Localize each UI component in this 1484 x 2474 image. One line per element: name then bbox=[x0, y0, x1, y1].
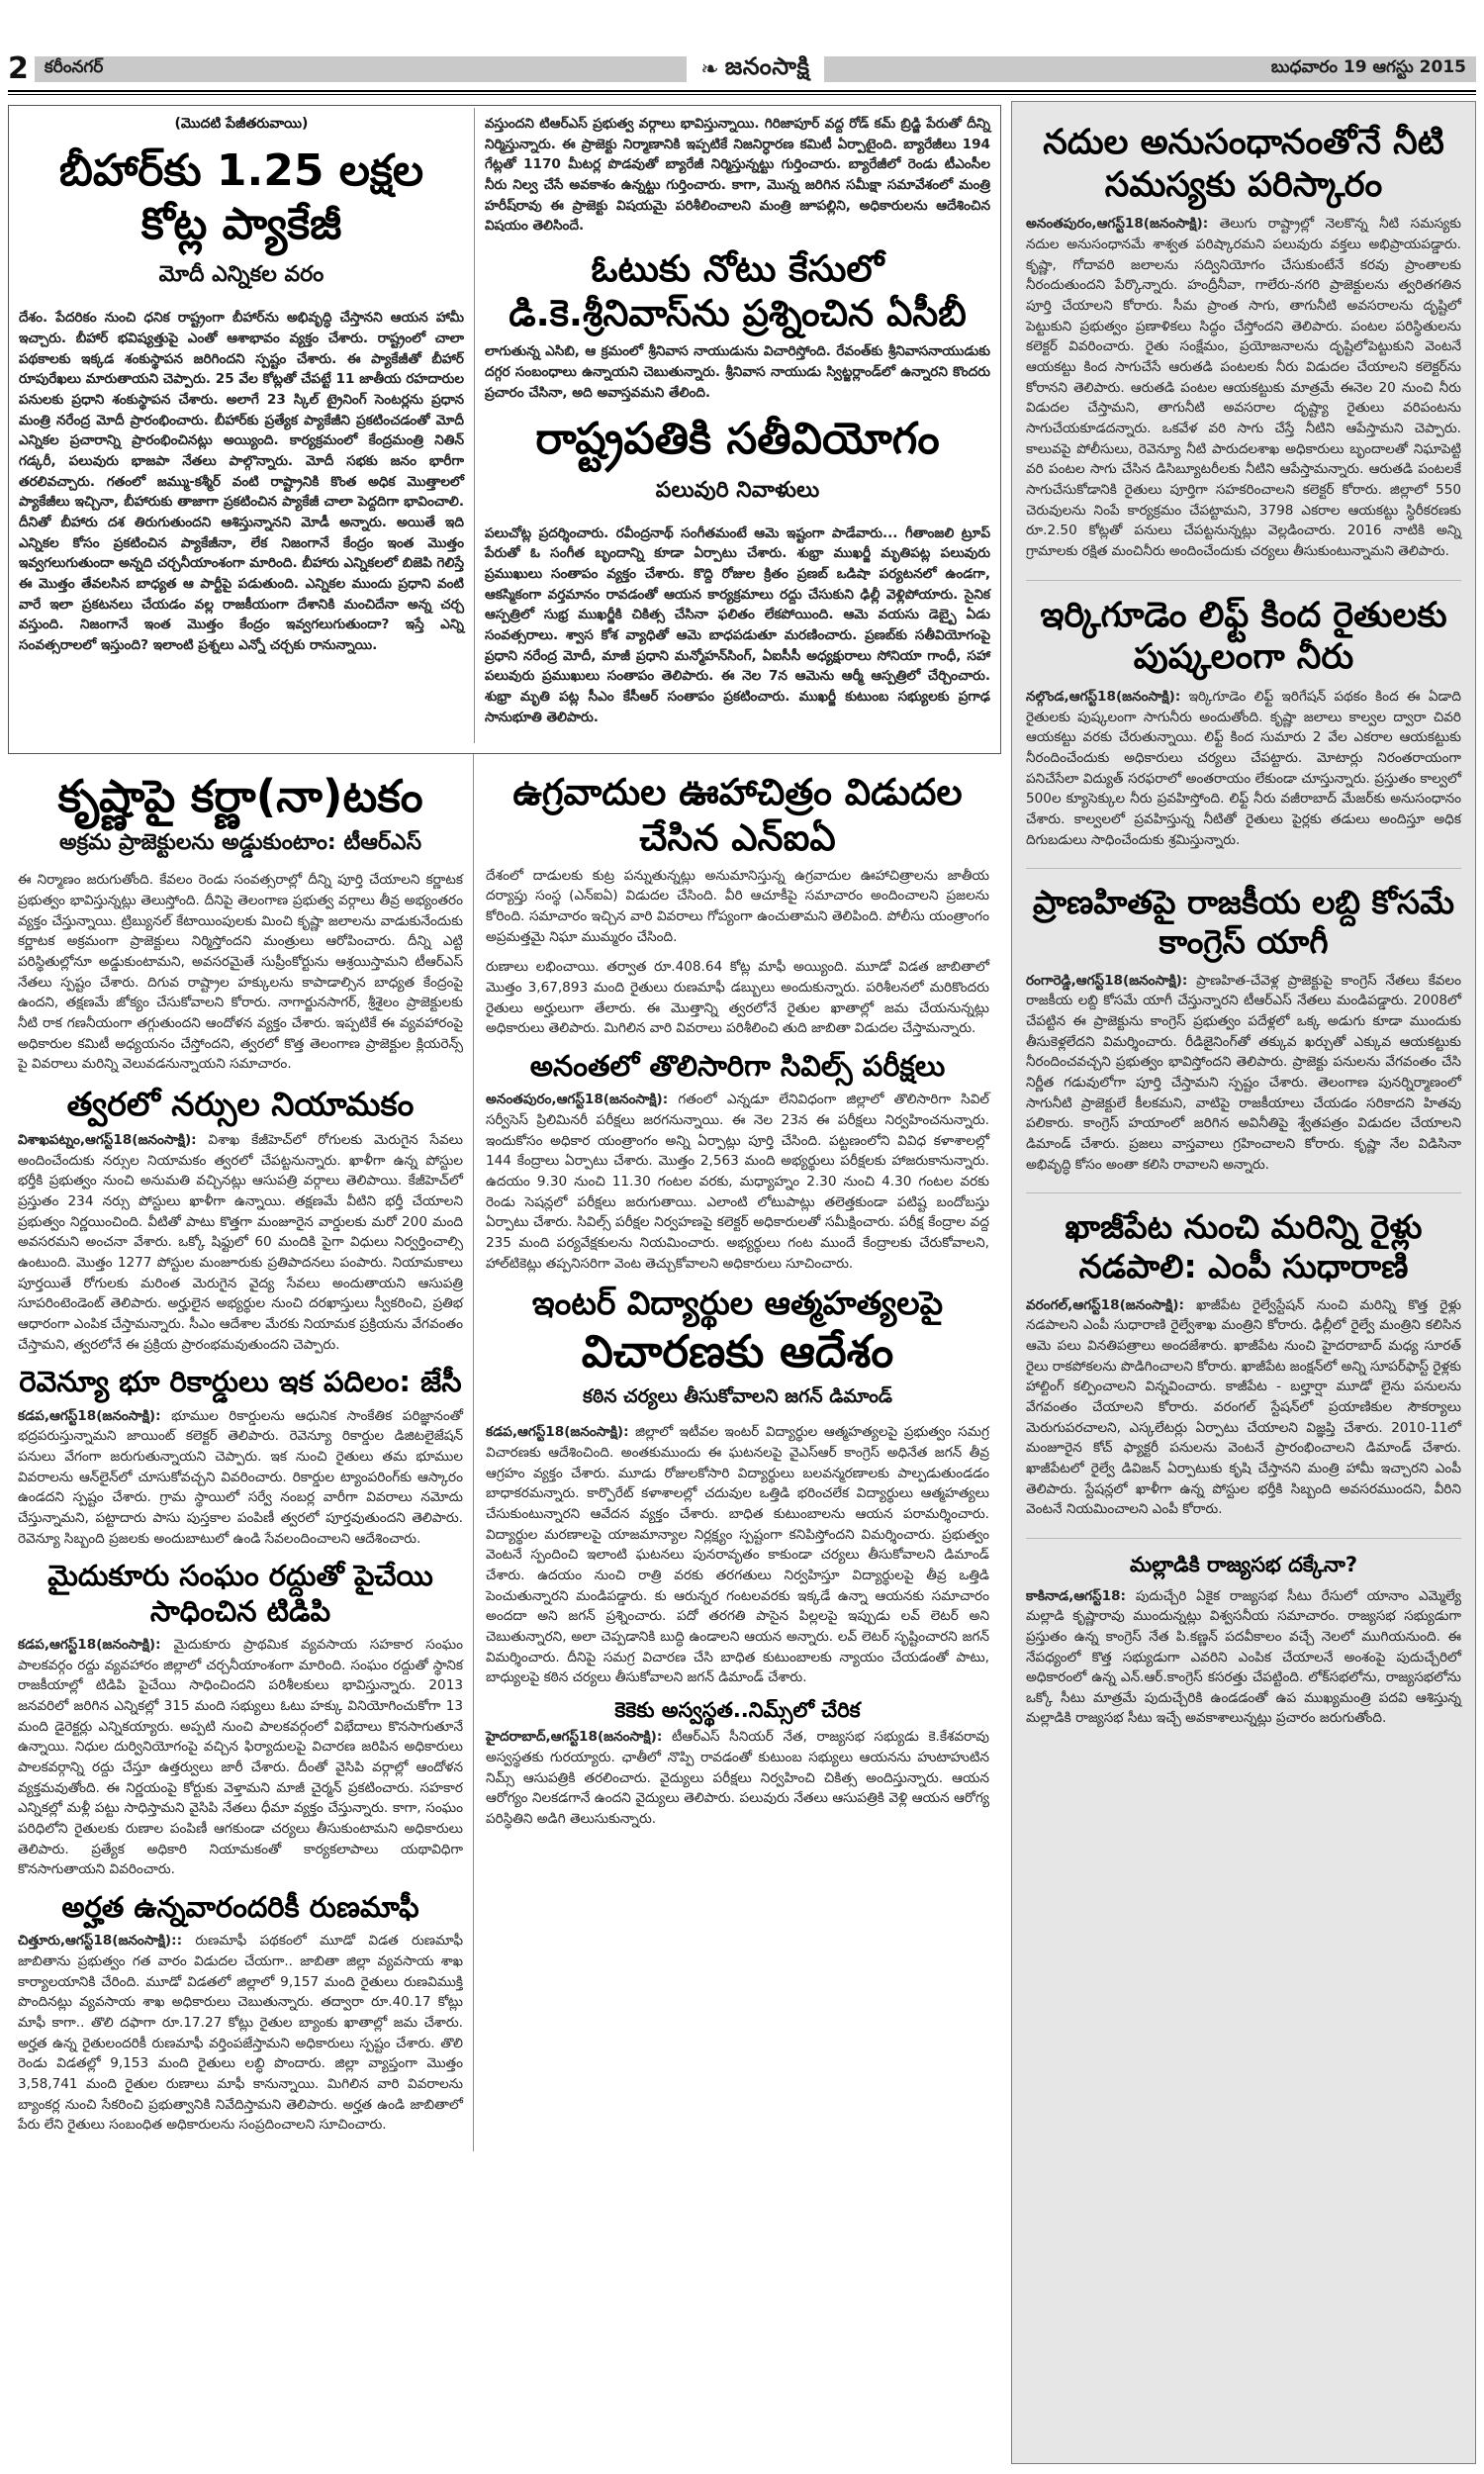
body-malladi bbox=[1026, 1586, 1461, 1730]
dateline-kk: హైదరాబాద్,ఆగస్ట్18(జనంసాక్షి): bbox=[486, 1729, 663, 1746]
headline-irkigudem: ఇర్కిగూడెం లిఫ్ట్ కింద రైతులకు పుష్కలంగా నీరు bbox=[1040, 595, 1447, 678]
body-rivers-text: తెలుగు రాష్ట్రాల్లో నెలకొన్న నీటి సమస్యకు నదుల అనుసంధానమే శాశ్వత పరిష్కారమని పలువురు వక్తలు అభిప్రాయపడ్డారు. కృష్ణా, గోదావరి జలాలను సద్వినియోగం చేసుకుంటేనే కరవు ప్రాంతాలకు నీరందుతుందని పేర్కొన్నారు. హంద్రీనీవా, గాలేరు-నగరి ప్రాజెక్టులను త్వరితగతిన పూర్తి చేయాలని కోరారు. సీమ ప్రాంత సాగు, తాగునీటి అవసరాలను దృష్టిలో పెట్టుకుని ప్రభుత్వం ప్రణాళికలు సిద్ధం చేస్తోందని తెలిపారు. పంటల పరిస్థితులను కలెక్టర్ వివరించారు. రైతు సంక్షేమం, ప్రయోజనాలను దృష్టిలోపెట్టుకుని వెంటనే ఆయకట్టు కింద సాగుచేసే ఆరుతడి పంటలకు నీరు విడుదల చేయాలని కలెక్టర్‌ను కోరానని తెలిపారు. ఆరుతడి పంటల ఆయకట్టుకు మాత్రమే ఈనెల 20 నుంచి నీరు విడుదల చేస్తామని, తాగునీటి అవసరాల దృష్ట్యా రైతులు వరిపంటను సాగుచేయకూడదన్నారు. ఒకవేళ వరి సాగు చేస్తే నీటిని ఆపేస్తామని చెప్పారు. కాలువపై పోలీసులు, రెవెన్యూ నీటి పారుదలశాఖ అధికారులు బృందాలతో నిఘాపెట్టి వరి పంటల సాగు చేసిన డిసిబ్యూటరీలకు నీటిని ఆపేస్తామన్నారు. ఆరుతడి పంటలకే సాగుచేసుకోడానికి రైతులు పూర్తిగా సహకరించాలని కలెక్టర్ కోరారు. జిల్లాలో 550 చెరువులను నింపే కార్యక్రమం చేపట్టామని, 3798 ఎకరాల ఆయకట్టు స్థిరీకరణకు రూ.2.50 కోట్లతో పనులు చేపట్టనున్నట్లు వెల్లడించారు. 2016 నాటికి అన్ని గ్రామాలకు రక్షిత మంచినీరు అందించేందుకు చర్యలు తీసుకుంటున్నామని తెలిపారు. bbox=[1026, 216, 1461, 559]
body-president: పలుచోట్ల ప్రదర్శించారు. రవీంద్రనాథ్ సంగీతమంటే ఆమె ఇష్టంగా పాడేవారు... గీతాంజలి ట్రూప్ పేరుతో ఓ సంగీత బృందాన్ని కూడా ఏర్పాటు చేశారు. శుభ్రా ముఖర్జీ మృతిపట్ల పలువురు ప్రముఖులు సంతాపం వ్యక్తం చేశారు. కొద్ది రోజుల క్రితం ప్రణబ్ ఒడిషా పర్యటనలో ఉండగా, ఆకస్మికంగా వర్తమానం రావడంతో ఆయన కార్యక్రమాలు రద్దు చేసుకుని ఢిల్లీ వెళ్లిపోయారు. సైనిక ఆస్పత్రిలో సుభ్ర ముఖర్జీకి చికిత్స చేసినా ఫలితం లేకపోయింది. ఆమె వయసు డెబ్బై ఏడు సంవత్సరాలు. శ్వాస కోశ వ్యాధితో ఆమె బాధపడుతూ మరణించారు. ప్రణబ్‌కు సతీవియోగంపై ప్రధాని నరేంద్ర మోదీ, మాజీ ప్రధాని మన్మోహన్‌సింగ్, ఏఐసీసీ అధ్యక్షురాలు సోనియా గాంధీ, సహా పలువురు ప్రముఖులు సంతాపం తెలిపారు. ఈ నెల 7న ఆమెను ఆర్మీ ఆస్పత్రిలో చేర్చించారు. శుభ్రా మృతి పట్ల సీఎం కేసీఆర్ సంతాపం ప్రకటించారు. ముఖర్జీ కుటుంబ సభ్యులకు ప్రగాఢ సానుభూతి తెలిపారు. bbox=[485, 524, 990, 725]
body-civils-text: గతంలో ఎన్నడూ లేనివిధంగా జిల్లాలో తొలిసారిగా సివిల్ సర్వీసెస్ ప్రిలిమినరీ పరీక్షలు జరగనున్నాయి. ఈ నెల 23న ఈ పరీక్షలు నిర్వహించనున్నారు. ఇందుకోసం అధికార యంత్రాంగం అన్ని ఏర్పాట్లు పూర్తి చేసింది. పట్టణంలోని వివిధ కళాశాలల్లో 144 కేంద్రాలు ఏర్పాటు చేశారు. మొత్తం 2,563 మంది అభ్యర్థులు పరీక్షలకు హాజరుకానున్నారు. ఉదయం 9.30 నుంచి 11.30 గంటల వరకు, మధ్యాహ్నం 2.30 నుంచి 4.30 గంటల వరకు రెండు సెషన్లలో పరీక్షలు జరుగుతాయి. ఎలాంటి లోటుపాట్లు తలెత్తకుండా పటిష్ట బందోబస్తు ఏర్పాటు చేశారు. సివిల్స్ పరీక్షల నిర్వహణపై కలెక్టర్ అధికారులతో సమీక్షించారు. పరీక్ష కేంద్రాల వద్ద 235 మంది పర్యవేక్షకులను నియమించారు. అభ్యర్థులు గంట ముందే కేంద్రాలకు చేరుకోవాలని, హాల్‌టికెట్లు తప్పనిసరిగా వెంట తెచ్చుకోవాలని అధికారులు సూచించారు. bbox=[486, 1092, 989, 1272]
subhead-krishna: అక్రమ ప్రాజెక్టులను అడ్డుకుంటాం: టీఆర్ఎస్ bbox=[58, 830, 422, 856]
article-mydukur bbox=[18, 1559, 463, 1880]
headline-nurses: త్వరలో నర్సుల నియామకం bbox=[66, 1084, 415, 1123]
article-president bbox=[485, 413, 990, 727]
body-nurses bbox=[18, 1130, 463, 1355]
article-acb bbox=[485, 246, 990, 403]
headline-rivers: నదుల అనుసంధానంతోనే నీటి సమస్యకు పరిస్కారం bbox=[1043, 123, 1444, 205]
subhead-inter: కఠిన చర్యలు తీసుకోవాలని జగన్ డిమాండ్ bbox=[583, 1385, 892, 1408]
article-malladi bbox=[1026, 1553, 1461, 1747]
body-krishna: ఈ నిర్మాణం జరుగుతోంది. కేవలం రెండు సంవత్సరాల్లో దీన్ని పూర్తి చేయాలని కర్ణాటక ప్రభుత్వం భావిస్తున్నట్లు తెలుస్తోంది. దీనిపై తెలంగాణ ప్రభుత్వ వర్గాలు తీవ్ర అభ్యంతరం వ్యక్తం చేస్తున్నాయి. ట్రిబ్యునల్ కేటాయింపులకు మించి కృష్ణా జలాలను వాడుకునేందుకు కర్ణాటక అక్రమంగా ప్రాజెక్టులు నిర్మిస్తోందని మంత్రులు ఆరోపించారు. దీన్ని ఎట్టి పరిస్థితుల్లోనూ అడ్డుకుంటామని, అవసరమైతే సుప్రీంకోర్టును ఆశ్రయిస్తామని టీఆర్ఎస్ నేతలు స్పష్టం చేశారు. దిగువ రాష్ట్రాల హక్కులను కాపాడాల్సిన బాధ్యత కేంద్రంపై ఉందని, తక్షణమే జోక్యం చేసుకోవాలని కోరారు. నాగార్జునసాగర్, శ్రీశైలం ప్రాజెక్టులకు నీటి రాక గణనీయంగా తగ్గుతుందని ఆందోళన వ్యక్తం చేశారు. ఇప్పటికే ఈ వ్యవహారంపై అధికారుల కమిటీ అధ్యయనం చేస్తోందని, త్వరలో కొత్త తెలంగాణ ప్రాజెక్టుల క్లియరెన్స్ పై వివరాలు మరిన్ని వెలువడనున్నాయని సమాచారం. bbox=[18, 872, 463, 1073]
body-revenue-text: భూముల రికార్డులను ఆధునిక సాంకేతిక పరిజ్ఞానంతో భద్రపరుస్తున్నామని జాయింట్ కలెక్టర్ తెలిపారు. రెవెన్యూ రికార్డుల డిజిటలైజేషన్ పనులు వేగంగా జరుగుతున్నాయని చెప్పారు. ఇక నుంచి రైతులు తమ భూముల వివరాలను ఆన్‌లైన్‌లో చూసుకోవచ్చని వివరించారు. రికార్డుల ట్యాంపరింగ్‌కు ఆస్కారం ఉండదని స్పష్టం చేశారు. గ్రామ స్థాయిలో సర్వే నంబర్ల వారీగా వివరాలు నమోదు చేస్తున్నామని, పట్టాదారు పాసు పుస్తకాల పంపిణీ త్వరలో పూర్తవుతుందని తెలిపారు. రెవెన్యూ సిబ్బంది ప్రజలకు అందుబాటులో ఉండి సేవలందించాలని ఆదేశించారు. bbox=[18, 1407, 463, 1547]
headline-malladi: మల్లాడికి రాజ్యసభ దక్కేనా? bbox=[1129, 1552, 1358, 1576]
dateline-revenue: కడప,ఆగస్ట్18(జనంసాక్షి): bbox=[18, 1407, 161, 1424]
dateline-civils: అనంతపురం,ఆగస్ట్18(జనంసాక్షి): bbox=[486, 1092, 669, 1108]
headline-krishna: కృష్ణాపై కర్ణా(నా)టకం bbox=[57, 770, 423, 823]
body-pranahita bbox=[1026, 971, 1461, 1176]
edition-label: కరీంనగర్ bbox=[44, 57, 104, 77]
subhead-kk: కెకెకు అస్వస్థత..నిమ్స్‌లో చేరిక bbox=[614, 1697, 861, 1722]
page-content bbox=[8, 101, 1476, 2464]
headline-kazipet: ఖాజీపేట నుంచి మరిన్ని రైళ్లు నడపాలి: ఎంపీ సుధారాణి bbox=[1065, 1207, 1423, 1286]
body-malladi-text: పుదుచ్చేరి ఏకైక రాజ్యసభ సీటు రేసులో యానాం ఎమ్మెల్యే మల్లాడి కృష్ణారావు ముందున్నట్లు విశ్వసనీయ సమాచారం. రాజ్యసభ సభ్యుడుగా ప్రస్తుతం ఉన్న కాంగ్రెస్ నేత పి.కణ్ణన్ పదవీకాలం వచ్చే నెలలో ముగియనుంది. ఈ నేపధ్యంలో కొత్త సభ్యుడుగా ఎవరిని ఎంపిక చేయాలనే అంశంపై పుదుచ్చేరిలో అధికారంలో ఉన్న ఎన్.ఆర్.కాంగ్రెస్ కసరత్తు చేపట్టింది. లోక్‌సభలోను, రాజ్యసభలోను ఒక్కో సీటు మాత్రమే పుదుచ్చేరికి ఉండడంతో ఉప ముఖ్యమంత్రి పదవి ఆశిస్తున్న మల్లాడికి రాజ్యసభ సీటు ఇచ్చే అవకాశాలున్నట్లు ప్రచారం జరుగుతోంది. bbox=[1026, 1587, 1461, 1727]
edition-strip bbox=[35, 56, 687, 82]
body-rivers bbox=[1026, 214, 1461, 561]
headline-acb: ఓటుకు నోటు కేసులో డి.కె.శ్రీనివాస్‌ను ప్రశ్నించిన ఏసీబీ bbox=[509, 246, 967, 335]
body-mydukur-text: మైదుకూరు ప్రాథమిక వ్యవసాయ సహకార సంఘం పాలకవర్గం రద్దు వ్యవహారం జిల్లాలో చర్చనీయాంశంగా మారింది. సంఘం రద్దుతో స్థానిక రాజకీయాల్లో టిడిపి పైచేయి సాధించిందని పరిశీలకులు భావిస్తున్నారు. 2013 జనవరిలో జరిగిన ఎన్నికల్లో 315 మంది సభ్యులు ఓటు హక్కు వినియోగించుకోగా 13 మంది డైరెక్టర్లు ఎన్నికయ్యారు. అప్పటి నుంచి పాలకవర్గంలో విభేదాలు కొనసాగుతూనే ఉన్నాయి. నిధుల దుర్వినియోగంపై వచ్చిన ఫిర్యాదులపై విచారణ జరిపిన అధికారులు పాలకవర్గాన్ని రద్దు చేస్తూ ఉత్తర్వులు జారీ చేశారు. దీంతో వైసిపి వర్గాల్లో ఆందోళన వ్యక్తమవుతోంది. ఈ నిర్ణయంపై కోర్టుకు వెళ్తామని మాజీ చైర్మన్ ప్రకటించారు. సహకార ఎన్నికల్లో మళ్లీ పట్టు సాధిస్తామని వైసిపి నేతలు ధీమా వ్యక్తం చేస్తున్నారు. కాగా, సంఘం పరిధిలోని రైతులకు రుణాల పంపిణీ ఆగకుండా చర్యలు తీసుకుంటామని అధికారులు తెలిపారు. ప్రత్యేక అధికారి నియామకంతో కార్యకలాపాలు యథావిధిగా కొనసాగుతాయని వివరించారు. bbox=[18, 1637, 463, 1878]
dateline-mydukur: కడప,ఆగస్ట్18(జనంసాక్షి): bbox=[18, 1637, 161, 1654]
article-bihar-package bbox=[9, 108, 474, 743]
dateline-malladi: కాకినాడ,ఆగస్ట్18: bbox=[1026, 1587, 1126, 1604]
article-rivers bbox=[1026, 122, 1461, 581]
masthead-logo bbox=[687, 52, 823, 86]
lower-columns bbox=[8, 754, 1001, 2150]
article-nurses bbox=[18, 1085, 463, 1355]
article-loan-waiver bbox=[18, 1890, 463, 2136]
article-nia bbox=[486, 770, 989, 947]
dateline-irkigudem: నల్గొండ,ఆగస్ట్18(జనంసాక్షి): bbox=[1026, 688, 1181, 705]
body-kk bbox=[486, 1727, 989, 1829]
article-revenue bbox=[18, 1365, 463, 1549]
body-inter-text: జిల్లాలో ఇటీవల ఇంటర్ విద్యార్థుల ఆత్మహత్యలపై ప్రభుత్వం సమగ్ర విచారణకు ఆదేశించింది. అంతకుముందు ఈ ఘటనలపై వైఎస్ఆర్ కాంగ్రెస్ అధినేత జగన్ తీవ్ర ఆగ్రహం వ్యక్తం చేశారు. మూడు రోజులకోసారి విద్యార్థులు బలవన్మరణాలకు పాల్పడుతుండడం బాధాకరమన్నారు. కార్పొరేట్ కళాశాలల్లో చదువుల ఒత్తిడి భరించలేక విద్యార్థులు ఆత్మహత్యలు చేసుకుంటున్నారని ఆవేదన వ్యక్తం చేశారు. బాధిత కుటుంబాలను ఆయన పరామర్శించారు. విద్యార్థుల మరణాలపై యాజమాన్యాల నిర్లక్ష్యం స్పష్టంగా కనిపిస్తోందని విమర్శించారు. ప్రభుత్వం వెంటనే స్పందించి ఇలాంటి ఘటనలు పునరావృతం కాకుండా చర్యలు తీసుకోవాలని డిమాండ్ చేశారు. ఉదయం నుంచి రాత్రి వరకు తరగతులు నిర్వహిస్తూ విద్యార్థులపై తీవ్ర ఒత్తిడి పెంచుతున్నారని మండిపడ్డారు. కు ఆరున్నర గంటలవరకు ఇక్కడే ఉన్నా ఆయనకు సమాచారం అందదా అని జగన్ ప్రశ్నించారు. పదో తరగతి పాసైన పిల్లలపై ఇప్పుడు లవ్ లెటర్ అని చెబుతున్నారని, అలా చెప్పడానికి బుద్ధి ఉండాలని ఆయన అన్నారు. లవ్ లెటర్ సృష్టించారని జగన్ విమర్శించారు. దీనిపై సమగ్ర విచారణ చేసి బాధిత కుటుంబాలకు న్యాయం చేయడంతో పాటు, బాధ్యులపై కఠిన చర్యలు తీసుకోవాలని జగన్ డిమాండ్ చేశారు. bbox=[486, 1424, 989, 1686]
headline-mydukur: మైదుకూరు సంఘం రద్దుతో పైచేయి సాధించిన టిడిపి bbox=[47, 1559, 433, 1628]
headline-bihar: బీహార్‌కు 1.25 లక్షల కోట్ల ప్యాకేజీ bbox=[58, 145, 424, 249]
article-krishna bbox=[18, 770, 463, 1074]
headline-civils: అనంతలో తొలిసారిగా సివిల్స్ పరీక్షలు bbox=[529, 1048, 946, 1083]
page-header bbox=[8, 51, 1476, 87]
body-kk-text: టీఆర్ఎస్ సీనియర్ నేత, రాజ్యసభ సభ్యుడు కె.కేశవరావు అస్వస్థతకు గురయ్యారు. ఛాతీలో నొప్పి రావడంతో కుటుంబ సభ్యులు ఆయనను హుటాహుటిన నిమ్స్ ఆసుపత్రికి తరలించారు. వైద్యులు పరీక్షలు నిర్వహించి చికిత్స అందిస్తున్నారు. ఆయన ఆరోగ్యం నిలకడగానే ఉందని వైద్యులు తెలిపారు. పలువురు నేతలు ఆసుపత్రికి వెళ్లి ఆయన ఆరోగ్య పరిస్థితిని అడిగి తెలుసుకున్నారు. bbox=[486, 1729, 989, 1828]
page-number: 2 bbox=[8, 51, 29, 86]
dateline-loan-waiver: చిత్తూరు,ఆగస్ట్18(జనంసాక్షి):: bbox=[18, 1933, 183, 1950]
article-pranahita bbox=[1026, 883, 1461, 1193]
article-civils bbox=[486, 1049, 989, 1274]
issue-date: బుధవారం 19 ఆగస్టు 2015 bbox=[1270, 57, 1466, 77]
body-kazipet-text: ఖాజీపేట రైల్వేస్టేషన్ నుంచి మరిన్ని కొత్త రైళ్లు నడపాలని ఎంపీ సుధారాణి రైల్వేశాఖ మంత్రిని కోరారు. ఢిల్లీలో రైల్వే మంత్రిని కలిసిన ఆమె పలు వినతిపత్రాలు అందజేశారు. ఖాజీపేట నుంచి హైదరాబాద్ మధ్య సూరత్ రైలు రాకపోకలను పొడిగించాలని కోరారు. ఖాజీపేట జంక్షన్‌లో అన్ని సూపర్‌ఫాస్ట్ రైళ్లకు హాల్టింగ్ కల్పించాలని విన్నవించారు. కాజీపేట - బల్హార్షా మూడో లైను పనులను వేగవంతం చేయాలని కోరారు. వరంగల్ స్టేషన్‌లో ప్రయాణికుల సౌకర్యాలు మెరుగుపరచాలని, ఎస్కలేటర్లు ఏర్పాటు చేయాలని విజ్ఞప్తి చేశారు. 2010-11లో మంజూరైన కోచ్ ఫ్యాక్టరీ పనులను వెంటనే ప్రారంభించాలని డిమాండ్ చేశారు. ఖాజీపేటలో రైల్వే డివిజన్ ఏర్పాటుకు కృషి చేస్తానని మంత్రి హామీ ఇచ్చారని ఎంపీ తెలిపారు. స్టేషన్లలో ఖాళీగా ఉన్న పోస్టుల భర్తీకి సిబ్బంది అవసరముందని, వీరిని వెంటనే నియమించాలని ఎంపీ కోరారు. bbox=[1026, 1296, 1461, 1518]
body-revenue bbox=[18, 1406, 463, 1550]
body-loan-waiver bbox=[18, 1931, 463, 2136]
body-irkigudem bbox=[1026, 687, 1461, 850]
headline-revenue: రెవెన్యూ భూ రికార్డులు ఇక పదిలం: జేసీ bbox=[19, 1365, 462, 1399]
headline-inter-line2: విచారణకు ఆదేశం bbox=[581, 1325, 894, 1379]
article-irkigudem bbox=[1026, 595, 1461, 870]
body-mydukur bbox=[18, 1635, 463, 1880]
body-loan-waiver-text: రుణమాఫీ పథకంలో మూడో విడత రుణమాఫీ జాబితాను ప్రభుత్వం గత వారం విడుదల చేయగా.. జాబితా జిల్లా వ్యవసాయ శాఖ కార్యాలయానికి చేరింది. మూడో విడతలో జిల్లాలో 9,157 మంది రైతులు రుణవిముక్తి పొందినట్లు వ్యవసాయ శాఖ అధికారులు చెబుతున్నారు. తద్వారా రూ.40.17 కోట్లు మాఫీ కాగా.. తొలి దఫాగా రూ.17.27 కోట్లు రైతుల బ్యాంకు ఖాతాల్లో జమ చేశారు. అర్హత ఉన్న రైతులందరికీ రుణమాఫీ వర్తింపజేస్తామని అధికారులు స్పష్టం చేశారు. తొలి రెండు విడతల్లో 9,153 మంది రైతులు లబ్ధి పొందారు. జిల్లా వ్యాప్తంగా మొత్తం 3,58,741 మంది రైతుల రుణాలు మాఫీ కానున్నాయి. మిగిలిన వారి వివరాలను బ్యాంకర్ల నుంచి సేకరించి ప్రభుత్వానికి నివేదిస్తామని తెలిపారు. అర్హత ఉండి జాబితాలో పేరు లేని రైతులు సంబంధిత అధికారులను సంప్రదించాలని సూచించారు. bbox=[18, 1933, 463, 2134]
dateline-inter: కడప,ఆగస్ట్18(జనంసాక్షి): bbox=[486, 1424, 629, 1441]
headline-president: రాష్ట్రపతికి సతీవియోగం bbox=[535, 414, 940, 465]
dateline-pranahita: రంగారెడ్డి,ఆగస్ట్18(జనంసాక్షి): bbox=[1026, 972, 1188, 989]
headline-pranahita: ప్రాణహితపై రాజకీయ లబ్ది కోసమే కాంగ్రెస్ యాగీ bbox=[1032, 883, 1455, 962]
subhead-bihar: మోదీ ఎన్నికల వరం bbox=[158, 262, 325, 288]
body-acb: లాగుతున్న ఎసిబి, ఆ క్రమంలో శ్రీనివాస నాయుడును విచారిస్తోంది. రేవంత్‌కు శ్రీనివాసనాయుడుకు దగ్గర సంబంధాలు ఉన్నాయని చెబుతున్నారు. శ్రీనివాస నాయుడు స్విట్జర్లాండ్‌లో ఉన్నారని కొందరు ప్రచారం చేసినా, అది అవాస్తవమని తేలింది. bbox=[485, 343, 990, 401]
article-kk-health bbox=[486, 1698, 989, 1830]
continued-note: (మొదటి పేజీతరువాయి) bbox=[174, 116, 309, 132]
headline-nia: ఉగ్రవాదుల ఊహాచిత్రం విడుదల చేసిన ఎన్‌ఐఏ bbox=[512, 771, 963, 859]
headline-inter-line1: ఇంటర్ విద్యార్థుల ఆత్మహత్యలపై bbox=[531, 1284, 944, 1323]
header-rule bbox=[8, 90, 1476, 95]
body-civils bbox=[486, 1090, 989, 1274]
body-runoff-top: వస్తుందని టిఆర్ఎస్ ప్రభుత్వ వర్గాలు భావిస్తున్నాయి. గిరిజాపూర్ వద్ద రోడ్ కమ్ బ్రిడ్జి పేరుతో దీన్ని నిర్మిస్తున్నారు. ఈ ప్రాజెక్టు నిర్మాణానికి ఇప్పటికే నిజనిర్ధారణ కమిటీ ఏర్పాటైంది. బ్యారేజీలు 194 గేట్లతో 1170 మీటర్ల పొడవుతో బ్యారేజీ నిర్మిస్తున్నట్టు గుర్తించారు. బ్యారేజీలో రెండు టీఎంసీల నీరు నిల్వ చేసే అవకాశం ఉన్నట్టు గుర్తించారు. కాగా, మొన్న జరిగిన సమీక్షా సమావేశంలో మంత్రి హరీష్‌రావు ఈ ప్రాజెక్టు విషయమై పరిశీలించాలని మంత్రి జూపల్లిని, అధికారులను ఆదేశించిన విషయం తెలిసిందే. bbox=[485, 116, 990, 235]
article-kazipet bbox=[1026, 1207, 1461, 1539]
body-bihar: దేశం. పేదరికం నుంచి ధనిక రాష్ట్రంగా బీహార్‌ను అభివృద్ధి చేస్తానని ఆయన హామీ ఇచ్చారు. బీహార్ భవిష్యత్తుపై ఎంతో ఆశాభావం వ్యక్తం చేశారు. రాష్ట్రంలో చాలా పథకాలకు ఇక్కడ శంకుస్థాపన జరిగిందని స్పష్టం చేశారు. ఈ ప్యాకేజీతో బీహార్ రూపురేఖలు మారుతాయని చెప్పారు. 25 వేల కోట్లతో చేపట్టే 11 జాతీయ రహదారుల పనులకు ప్రధాని శంకుస్థాపన చేశారు. అలాగే 23 స్కిల్ ట్రైనింగ్ సెంటర్లను ప్రధాన మంత్రి నరేంద్ర మోదీ ప్రారంభించారు. బీహార్‌కు ప్రత్యేక ప్యాకేజీని ప్రకటించడంతో మోదీ ఎన్నికల ప్రచారాన్ని ప్రారంభించినట్లు అయ్యింది. కార్యక్రమంలో కేంద్రమంత్రి నితిన్ గడ్కరీ, పలువురు భాజపా నేతలు పాల్గొన్నారు. మోదీ సభకు జనం భారీగా తరలివచ్చారు. గతంలో జమ్ము-కశ్మీర్ వంటి రాష్ట్రానికి కొంత అధిక మొత్తాలలో ప్యాకేజీలు ఇచ్చినా, బీహారుకు తాజాగా ప్రకటించిన ప్యాకేజీ చాలా పెద్దదిగా భావించాలి. దీనితో బీహారు దశ తిరుగుతుందని ఆశిస్తున్నానని మోడీ అన్నారు. అయితే ఇది ఎన్నికల కోసం ప్రకటించిన ప్యాకేజీనా, లేక నిజంగానే కేంద్రం ఇంత మొత్తం ఇవ్వగలుగుతుందా అన్నది చర్చనీయాంశంగా మారింది. బీహారు ఎన్నికలలో బిజెపి గెలిస్తే ఈ మొత్తం తేవలసిన బాధ్యత ఆ పార్టీపై పడుతుంది. ఎన్నికల ముందు ప్రధాని వంటి వారే ఇలా ప్రకటనలు చేయడం వల్ల రాజకీయంగా దేశానికి మంచిదేనా అన్న చర్చ వస్తుంది. నిజంగానే ఇంత మొత్తం కేంద్రం ఇవ్వగలుగుతుందా? ఇస్తే ఎన్ని సంవత్సరాలలో ఇస్తుంది? ఇలాంటి ప్రశ్నలు ఎన్నో చర్చకు రానున్నాయి. bbox=[19, 310, 464, 653]
masthead-logo-icon: ❧ bbox=[700, 56, 719, 82]
body-nia: దేశంలో దాడులకు కుట్ర పన్నుతున్నట్లు అనుమానిస్తున్న ఉగ్రవాదుల ఊహాచిత్రాలను జాతీయ దర్యాప్తు సంస్థ (ఎన్‌ఐఏ) విడుదల చేసింది. వీరి ఆచూకీపై సమాచారం అందించాలని ప్రజలను కోరింది. సమాచారం ఇచ్చిన వారి వివరాలు గోప్యంగా ఉంచుతామని తెలిపింది. పోలీసు యంత్రాంగం అప్రమత్తమై నిఘా ముమ్మరం చేసింది. bbox=[486, 867, 989, 945]
headline-loan-waiver: అర్హత ఉన్నవారందరికీ రుణమాఫీ bbox=[61, 1889, 419, 1924]
dateline-nurses: విశాఖపట్నం,ఆగస్ట్18(జనంసాక్షి): bbox=[18, 1132, 197, 1149]
left-middle-group bbox=[8, 101, 1001, 2464]
dateline-rivers: అనంతపురం,ఆగస్ట్18(జనంసాక్షి): bbox=[1026, 216, 1209, 233]
left-column bbox=[8, 754, 473, 2150]
top-box-right-column bbox=[474, 108, 1000, 743]
middle-column bbox=[473, 754, 1001, 2150]
date-strip bbox=[824, 56, 1476, 82]
subhead-president: పలువురి నివాళులు bbox=[655, 477, 820, 503]
article-inter-suicides bbox=[486, 1284, 989, 1688]
right-column-panel bbox=[1011, 101, 1476, 2464]
body-nurses-text: విశాఖ కేజీహెచ్‌లో రోగులకు మెరుగైన సేవలు అందించేందుకు నర్సుల నియామకం త్వరలో చేపట్టనున్నారు. ఖాళీగా ఉన్న పోస్టుల భర్తీకి ప్రభుత్వం నుంచి అనుమతి వచ్చినట్లు ఆసుపత్రి వర్గాలు తెలిపాయి. కేజీహెచ్‌లో ప్రస్తుతం 234 నర్సు పోస్టులు ఖాళీగా ఉన్నాయి. తక్షణమే వీటిని భర్తీ చేయాలని ప్రభుత్వం నిర్ణయించింది. వీటితో పాటు కొత్తగా మంజూరైన వార్డులకు మరో 200 మంది అవసరమని అంచనా వేశారు. ఒక్కో షిఫ్టులో 60 మందికి పైగా విధులు నిర్వర్తించాల్సి ఉంటుంది. మొత్తం 1277 పోస్టుల మంజూరుకు ప్రతిపాదనలు పంపారు. నియామకాలు పూర్తయితే రోగులకు మరింత మెరుగైన వైద్య సేవలు అందుతాయని ఆసుపత్రి సూపరింటెండెంట్ తెలిపారు. అర్హులైన అభ్యర్థుల నుంచి దరఖాస్తులు స్వీకరించి, ప్రతిభ ఆధారంగా ఎంపిక చేస్తామన్నారు. సీఎం ఆదేశాల మేరకు నియామక ప్రక్రియను వేగవంతం చేస్తామని, త్వరలోనే ఈ ప్రక్రియ ప్రారంభమవుతుందని చెప్పారు. bbox=[18, 1132, 463, 1353]
body-maafi-runoff: రుణాలు లభించాయి. తర్వాత రూ.408.64 కోట్ల మాఫీ అయ్యింది. మూడో విడత జాబితాలో మొత్తం 3,67,893 మంది రైతులు రుణమాఫీ డబ్బులు అందుకున్నారు. పరిశీలనలో మరికొందరు రైతులు అర్హులుగా తేలారు. ఈ మొత్తాన్ని త్వరలోనే రైతుల ఖాతాల్లో జమ చేయనున్నట్లు అధికారులు తెలిపారు. మిగిలిన వారి వివరాలు పరిశీలించి తుది జాబితా విడుదల చేస్తామన్నారు. bbox=[486, 959, 989, 1037]
body-kazipet bbox=[1026, 1295, 1461, 1520]
body-pranahita-text: ప్రాణహిత-చేవెళ్ల ప్రాజెక్టుపై కాంగ్రెస్ నేతలు కేవలం రాజకీయ లబ్ది కోసమే యాగీ చేస్తున్నారని టీఆర్ఎస్ నేతలు మండిపడ్డారు. 2008లో చేపట్టిన ఈ ప్రాజెక్టును కాంగ్రెస్ ప్రభుత్వం పదేళ్లలో ఒక్క అడుగు కూడా ముందుకు తీసుకెళ్లలేదని విమర్శించారు. రీడిజైనింగ్‌తో తక్కువ ఖర్చుతో ఎక్కువ ఆయకట్టుకు నీరందించవచ్చని ప్రభుత్వం భావిస్తోందని తెలిపారు. ప్రాజెక్టు పనులను వేగవంతం చేసి నిర్ణీత గడువులోగా పూర్తి చేస్తామని స్పష్టం చేశారు. తెలంగాణ పునర్నిర్మాణంలో సాగునీటి ప్రాజెక్టులే కీలకమని, వాటిపై రాజకీయాలు చేయడం సరికాదని హితవు పలికారు. కాంగ్రెస్ హయాంలో జరిగిన అవినీతిపై శ్వేతపత్రం విడుదల చేయాలని డిమాండ్ చేశారు. ప్రజలు వాస్తవాలు గ్రహించాలని కోరారు. కృష్ణా నేల విడిసినా అభివృద్ధి కోసం అంతా కలిసి రావాలని అన్నారు. bbox=[1026, 972, 1461, 1173]
body-irkigudem-text: ఇర్కిగూడెం లిఫ్ట్ ఇరిగేషన్ పథకం కింద ఈ ఏడాది రైతులకు పుష్కలంగా సాగునీరు అందుతోంది. కృష్ణా జలాలు కాల్వల ద్వారా చివరి ఆయకట్టు వరకు చేరుతున్నాయి. లిఫ్ట్ కింద సుమారు 2 వేల ఎకరాల ఆయకట్టుకు నీరందించేందుకు అధికారులు చర్యలు చేపట్టారు. మోటార్లు నిరంతరాయంగా పనిచేసేలా విద్యుత్ సరఫరాలో అంతరాయం లేకుండా చూస్తున్నారు. ప్రస్తుతం కాల్వలో 500ల క్యూసెక్కుల నీరు ప్రవహిస్తోంది. లిఫ్ట్ నీరు వజీరాబాద్ మేజర్‌కు అనుసంధానం చేశారు. కాల్వలలో ప్రవహిస్తున్న నీటితో రైతులు పైర్లకు తడులు అందిస్తూ అధిక దిగుబడులు సాధించేందుకు శ్రమిస్తున్నారు. bbox=[1026, 688, 1462, 848]
masthead-title: జనంసాక్షి bbox=[724, 52, 810, 80]
dateline-kazipet: వరంగల్,ఆగస్ట్18(జనంసాక్షి): bbox=[1026, 1296, 1184, 1313]
top-box bbox=[8, 105, 1001, 754]
body-inter bbox=[486, 1422, 989, 1688]
